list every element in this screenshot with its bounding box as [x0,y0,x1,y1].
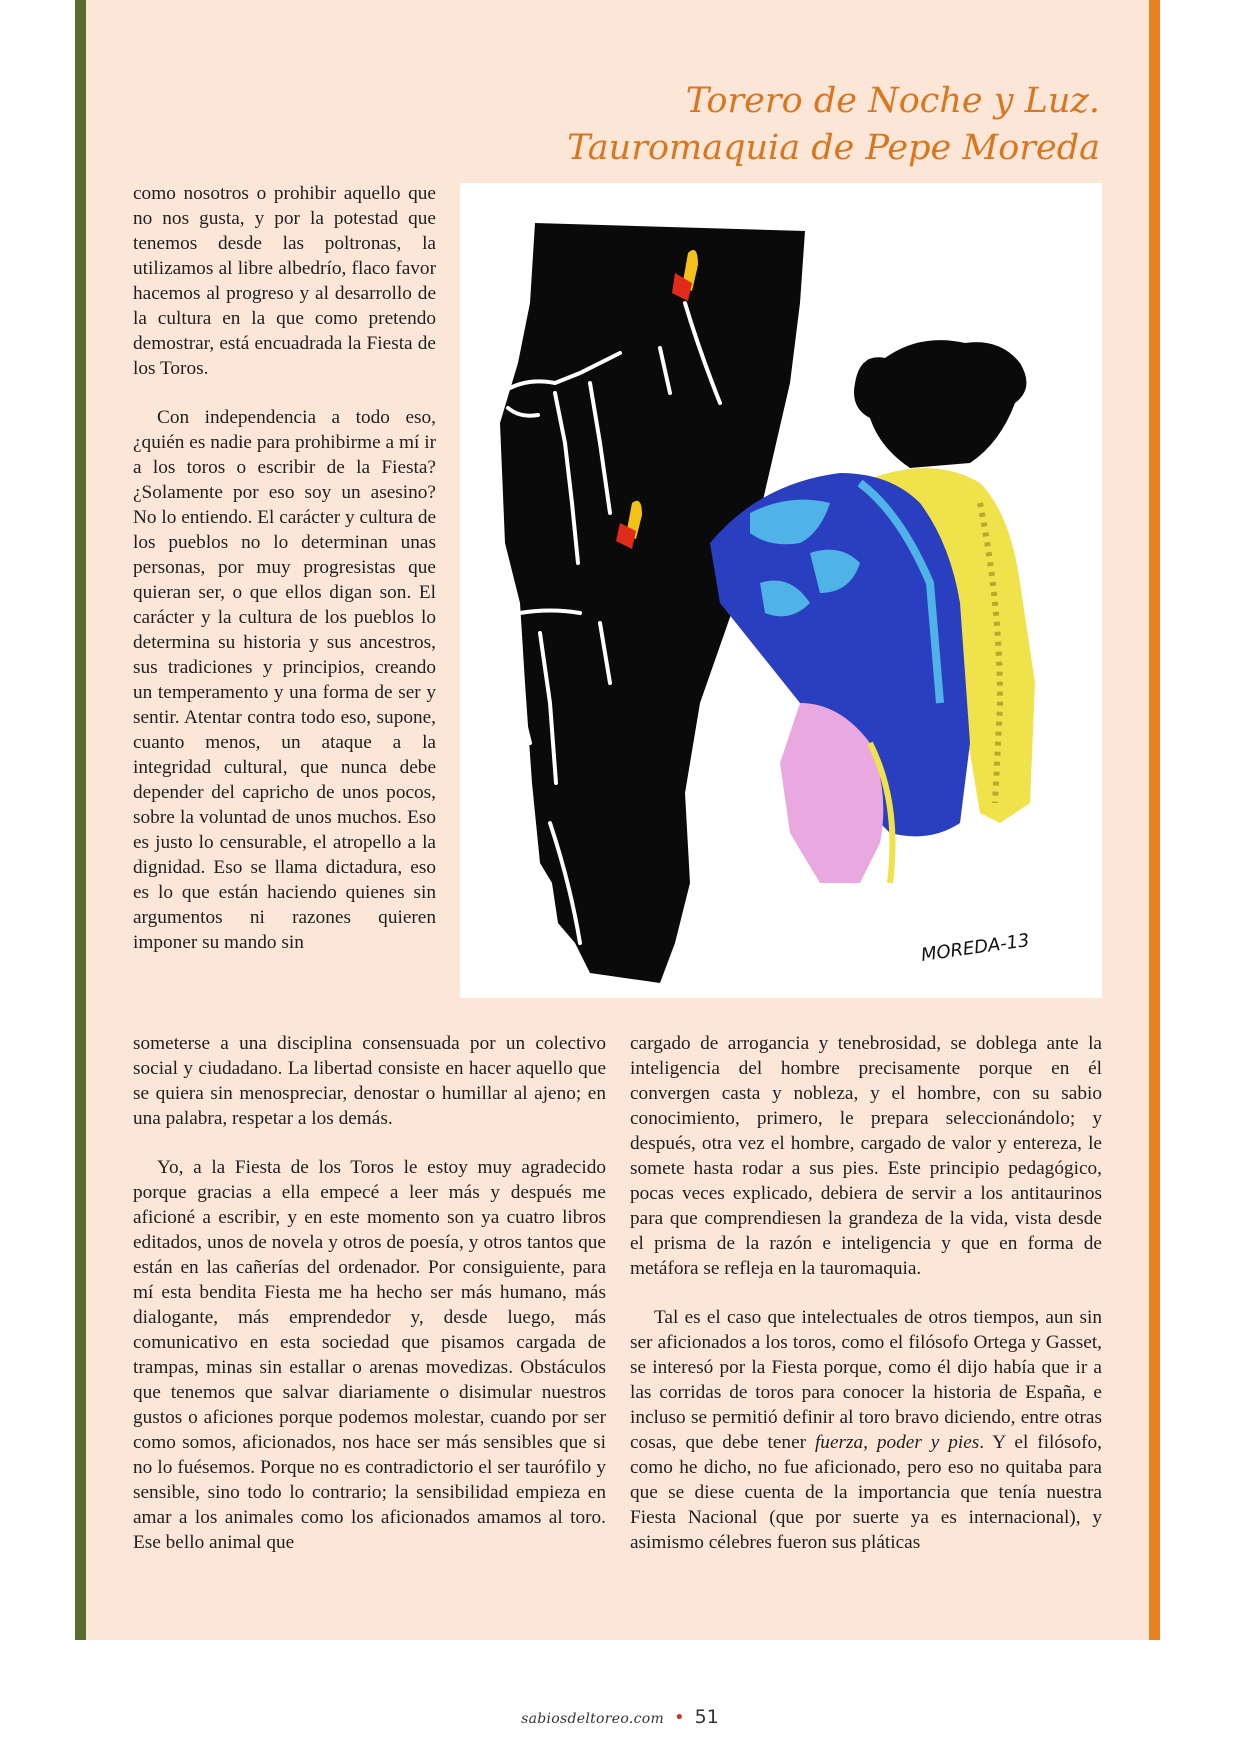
paragraph: Con independencia a todo eso, ¿quién es nadie para prohibirme a mí ir a los toros o escribir de la Fiesta? ¿Solamente por eso soy un asesino? No lo entiendo. El carácter y cultura de los pueblos no lo determinan unas personas, por muy progresistas que quieran ser, o que ellos digan son. El carácter y la cultura de los pueblos lo determina su historia y sus ancestros, sus tradiciones y principios, creando un temperamento y una forma de ser y sentir. Atentar contra todo eso, supone, cuanto menos, un ataque a la integridad cultural, que nunca debe depender del capricho de unos pocos, sobre la voluntad de unos muchos. Eso es justo lo censurable, el atropello a la dignidad. Eso se llama dictadura, eso es lo que están haciendo quienes sin argumentos ni razones quieren imponer su mando sin [133,407,437,953]
painting-illustration [460,183,1102,998]
right-orange-stripe [1149,0,1160,1640]
torero-hair [854,340,1026,468]
paragraph-part: . Y el filósofo, como he dicho, no fue aficionado, pero eso no quitaba para que se diese cuenta de la importancia que tenía nuestra Fiesta Nacional (que por suerte ya es internacional), y asimismo célebres fueron sus pláticas [630,1432,1103,1553]
paragraph: Yo, a la Fiesta de los Toros le estoy muy agradecido porque gracias a ella empecé a leer más y después me aficioné a escribir, y en este momento son ya cuatro libros editados, unos de novela y otros de poesía, y otros tantos que están en las cañerías del ordenador. Por consiguiente, para mí esta bendita Fiesta me ha hecho ser más humano, más dialogante, más emprendedor y, desde luego, más comunicativo en esta sociedad que pisamos cargada de trampas, minas sin estallar o arenas movedizas. Obstáculos que tenemos que salvar diariamente o disimular nuestros gustos o aficiones porque podemos molestar, cuando por ser como somos, aficionados, nos hace ser más sensibles que si no lo fuésemos. Porque no es contradictorio el ser taurófilo y sensible, sino todo lo contrario; la sensibilidad empieza en amar a los animales como los aficionados amamos al toro. Ese bello animal que [133,1157,606,1553]
page-number: 51 [694,1706,719,1728]
column-left-bottom [133,1031,606,1579]
article-title [567,78,1100,172]
painting-torero [460,183,1102,998]
paragraph: cargado de arrogancia y tenebrosidad, se doblega ante la inteligencia del hombre precisamente porque en él convergen casta y nobleza, y el hombre, con su sabio conocimiento, primero, le prepara seleccionándolo; y después, otra vez el hombre, cargado de valor y entereza, le somete hasta rodar a sus pies. Este principio pedagógico, pocas veces explicado, debiera de servir a los antitaurinos para que comprendiesen la grandeza de la vida, vista desde el prisma de la razón e inteligencia y que en forma de metáfora se refleja en la tauromaquia. [630,1033,1102,1279]
page-footer [0,1706,1240,1728]
title-line-1: Torero de Noche y Luz. [685,81,1100,121]
footer-bullet: • [674,1707,685,1728]
title-line-2: Tauromaquia de Pepe Moreda [567,128,1100,168]
paragraph: como nosotros o prohibir aquello que no nos gusta, y por la potestad que tenemos desde las poltronas, la utilizamos al libre albedrío, flaco favor hacemos al progreso y al desarrollo de la cultura en la que como pretendo demostrar, está encuadrada la Fiesta de los Toros. [133,183,436,379]
paragraph [630,1305,1102,1555]
column-left-top [133,181,436,955]
paragraph: someterse a una disciplina consensuada por un colectivo social y ciudadano. La libertad consiste en hacer aquello que se quiera sin menospreciar, denostar o humillar al ajeno; en una palabra, respetar a los demás. [133,1033,606,1129]
painter-signature: MOREDA-13 [919,929,1031,966]
column-right [630,1031,1102,1579]
footer-site: sabiosdeltoreo.com [521,1711,665,1727]
paragraph-part: Tal es el caso que intelectuales de otros tiempos, aun sin ser aficionados a los toros, como el filósofo Ortega y Gasset, se interesó por la Fiesta porque, como él dijo había que ir a las corridas de toros para conocer la historia de España, e incluso se permitió definir al toro bravo diciendo, entre otras cosas, que debe tener [630,1307,1102,1453]
left-green-stripe [75,0,86,1640]
emphasis-quote: fuerza, poder y pies [814,1432,980,1453]
